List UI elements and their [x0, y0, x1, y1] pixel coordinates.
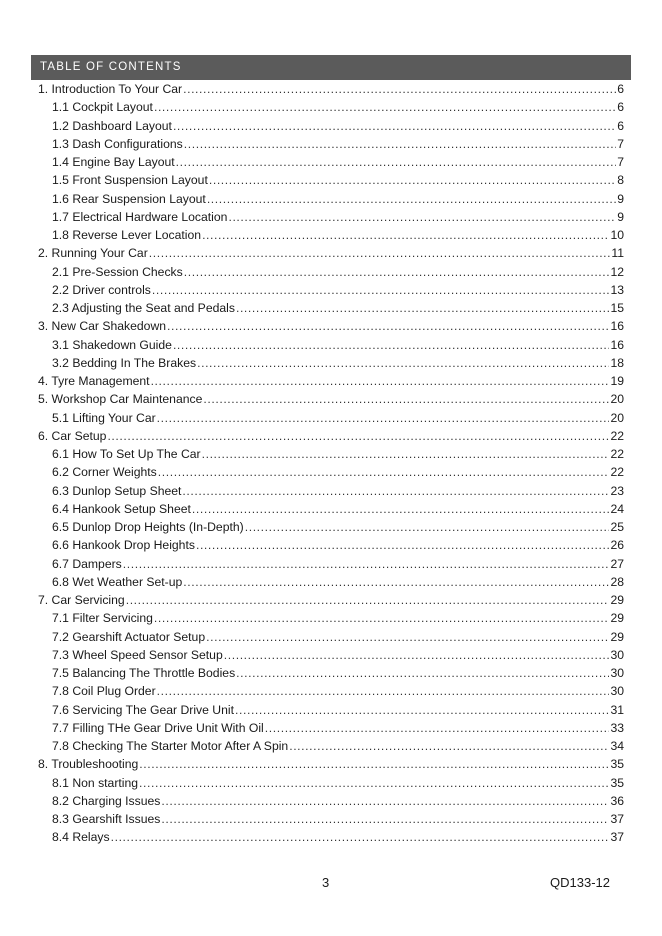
toc-entry[interactable]	[38, 226, 624, 244]
toc-entry-page: 27	[610, 556, 624, 571]
toc-dot-leader	[157, 409, 610, 427]
toc-entry-page: 9	[617, 191, 624, 206]
toc-entry-title: 8.3 Gearshift Issues	[52, 812, 161, 826]
toc-entry-title: 8.1 Non starting	[52, 775, 139, 790]
toc-entry-page: 37	[610, 812, 624, 826]
toc-entry-page: 18	[610, 355, 624, 370]
toc-entry[interactable]	[38, 573, 624, 591]
toc-entry-title: 6. Car Setup	[38, 428, 107, 443]
toc-dot-leader	[139, 774, 609, 792]
toc-entry-title: 1. Introduction To Your Car	[38, 82, 183, 96]
toc-dot-leader	[289, 737, 609, 755]
toc-entry[interactable]	[38, 518, 624, 536]
toc-dot-leader	[149, 244, 611, 262]
toc-entry[interactable]	[38, 482, 624, 500]
toc-entry-title: 2.3 Adjusting the Seat and Pedals	[52, 301, 235, 315]
toc-entry[interactable]	[38, 591, 624, 609]
toc-entry-page: 30	[610, 647, 624, 662]
toc-entry-title: 2.2 Driver controls	[52, 282, 151, 297]
toc-entry-page: 23	[610, 483, 624, 498]
toc-entry-page: 20	[610, 410, 624, 425]
toc-dot-leader	[202, 226, 609, 244]
toc-entry-page: 33	[610, 720, 624, 735]
toc-dot-leader	[139, 755, 609, 773]
toc-entry[interactable]	[38, 317, 624, 335]
toc-entry-title: 7.3 Wheel Speed Sensor Setup	[52, 647, 223, 662]
toc-entry[interactable]	[38, 536, 624, 554]
toc-entry[interactable]	[38, 190, 624, 208]
toc-entry[interactable]	[38, 445, 624, 463]
toc-entry[interactable]	[38, 646, 624, 664]
toc-entry[interactable]	[38, 244, 624, 262]
toc-entry-title: 1.6 Rear Suspension Layout	[52, 191, 206, 206]
toc-entry-page: 9	[617, 209, 624, 224]
toc-entry[interactable]	[38, 372, 624, 390]
toc-entry[interactable]	[38, 737, 624, 755]
toc-entry-page: 29	[610, 611, 624, 626]
toc-entry-title: 7.1 Filter Servicing	[52, 611, 153, 626]
toc-dot-leader	[224, 646, 610, 664]
footer-page-number: 3	[322, 875, 330, 890]
toc-dot-leader	[167, 317, 609, 335]
toc-entry-page: 16	[610, 319, 624, 334]
toc-dot-leader	[123, 555, 610, 573]
toc-list	[38, 80, 624, 847]
toc-entry-title: 7.8 Checking The Starter Motor After A Spin	[52, 739, 289, 753]
toc-entry-title: 6.6 Hankook Drop Heights	[52, 538, 195, 553]
toc-dot-leader	[107, 427, 609, 445]
toc-dot-leader	[196, 536, 609, 554]
toc-dot-leader	[158, 463, 610, 481]
toc-dot-leader	[183, 573, 609, 591]
toc-entry-page: 34	[610, 739, 624, 753]
toc-entry-title: 4. Tyre Management	[38, 374, 150, 388]
toc-entry-title: 2.1 Pre-Session Checks	[52, 264, 183, 279]
toc-entry[interactable]	[38, 628, 624, 646]
toc-entry-page: 29	[610, 593, 624, 607]
toc-entry-title: 1.1 Cockpit Layout	[52, 100, 153, 115]
toc-entry-title: 1.4 Engine Bay Layout	[52, 155, 175, 169]
toc-entry-page: 30	[610, 666, 624, 680]
toc-entry-title: 6.4 Hankook Setup Sheet	[52, 501, 191, 516]
toc-entry-title: 7. Car Servicing	[38, 593, 125, 607]
toc-entry-page: 12	[610, 264, 624, 279]
toc-dot-leader	[228, 208, 616, 226]
toc-dot-leader	[182, 482, 609, 500]
toc-entry-page: 15	[610, 301, 624, 315]
toc-entry[interactable]	[38, 828, 624, 846]
toc-dot-leader	[192, 500, 610, 518]
toc-entry[interactable]	[38, 354, 624, 372]
toc-dot-leader	[173, 336, 610, 354]
toc-entry-title: 8.2 Charging Issues	[52, 793, 161, 808]
toc-header	[31, 55, 631, 80]
toc-entry-page: 30	[610, 684, 624, 699]
toc-entry-title: 5.1 Lifting Your Car	[52, 410, 156, 425]
toc-dot-leader	[126, 591, 610, 609]
toc-entry-title: 7.2 Gearshift Actuator Setup	[52, 629, 206, 644]
toc-entry-page: 7	[617, 155, 624, 169]
toc-dot-leader	[203, 390, 609, 408]
toc-entry-page: 22	[610, 465, 624, 480]
toc-dot-leader	[209, 171, 616, 189]
toc-entry[interactable]	[38, 463, 624, 481]
toc-dot-leader	[161, 810, 609, 828]
toc-entry-page: 8	[617, 173, 624, 188]
toc-entry[interactable]	[38, 336, 624, 354]
toc-entry[interactable]	[38, 609, 624, 627]
toc-entry-page: 22	[610, 428, 624, 443]
toc-entry-title: 8.4 Relays	[52, 830, 110, 845]
toc-dot-leader	[245, 518, 610, 536]
toc-dot-leader	[184, 263, 610, 281]
toc-entry-page: 22	[610, 447, 624, 461]
footer-doc-code: QD133-12	[550, 875, 610, 890]
toc-entry-page: 13	[610, 282, 624, 297]
toc-dot-leader	[157, 682, 610, 700]
toc-entry-page: 29	[610, 629, 624, 644]
toc-dot-leader	[111, 828, 610, 846]
toc-dot-leader	[202, 445, 610, 463]
toc-entry-page: 10	[610, 228, 624, 242]
toc-entry[interactable]	[38, 299, 624, 317]
toc-dot-leader	[265, 719, 610, 737]
toc-entry[interactable]	[38, 281, 624, 299]
toc-entry-page: 6	[617, 118, 624, 133]
toc-entry-title: 1.3 Dash Configurations	[52, 136, 183, 151]
toc-entry-page: 25	[610, 520, 624, 534]
toc-dot-leader	[151, 372, 610, 390]
toc-header-title: TABLE OF CONTENTS	[40, 61, 182, 73]
toc-dot-leader	[173, 117, 616, 135]
toc-entry[interactable]	[38, 755, 624, 773]
toc-entry-page: 28	[610, 574, 624, 589]
toc-dot-leader	[207, 190, 616, 208]
toc-entry[interactable]	[38, 409, 624, 427]
toc-entry[interactable]	[38, 117, 624, 135]
toc-dot-leader	[154, 98, 616, 116]
toc-entry-page: 11	[611, 246, 624, 261]
toc-entry-title: 1.7 Electrical Hardware Location	[52, 209, 228, 224]
toc-dot-leader	[197, 354, 609, 372]
toc-entry[interactable]	[38, 774, 624, 792]
toc-entry-title: 3.1 Shakedown Guide	[52, 337, 172, 352]
toc-entry-page: 20	[610, 392, 624, 407]
toc-entry[interactable]	[38, 153, 624, 171]
toc-entry[interactable]	[38, 80, 624, 98]
toc-dot-leader	[161, 792, 609, 810]
toc-entry-title: 7.7 Filling THe Gear Drive Unit With Oil	[52, 720, 264, 735]
toc-entry-page: 36	[610, 793, 624, 808]
toc-entry[interactable]	[38, 792, 624, 810]
toc-dot-leader	[236, 664, 609, 682]
toc-entry-page: 35	[610, 757, 624, 772]
toc-dot-leader	[206, 628, 609, 646]
toc-entry[interactable]	[38, 171, 624, 189]
toc-entry-page: 35	[610, 775, 624, 790]
toc-entry[interactable]	[38, 719, 624, 737]
toc-entry[interactable]	[38, 98, 624, 116]
toc-entry-title: 1.5 Front Suspension Layout	[52, 173, 208, 188]
toc-entry[interactable]	[38, 500, 624, 518]
toc-dot-leader	[184, 135, 616, 153]
toc-entry-page: 6	[617, 100, 624, 115]
toc-entry-page: 26	[610, 538, 624, 553]
toc-entry-page: 19	[610, 374, 624, 388]
toc-entry-title: 2. Running Your Car	[38, 246, 148, 261]
toc-entry-title: 5. Workshop Car Maintenance	[38, 392, 203, 407]
toc-entry[interactable]	[38, 810, 624, 828]
toc-entry-title: 3.2 Bedding In The Brakes	[52, 355, 197, 370]
toc-entry-title: 6.5 Dunlop Drop Heights (In-Depth)	[52, 520, 244, 534]
toc-entry-page: 7	[617, 136, 624, 151]
toc-entry-page: 37	[610, 830, 624, 845]
toc-entry-title: 6.7 Dampers	[52, 556, 122, 571]
toc-entry-title: 7.5 Balancing The Throttle Bodies	[52, 666, 236, 680]
toc-dot-leader	[154, 609, 610, 627]
toc-entry[interactable]	[38, 701, 624, 719]
toc-entry-page: 6	[617, 82, 624, 96]
toc-dot-leader	[235, 701, 609, 719]
toc-entry[interactable]	[38, 555, 624, 573]
toc-entry[interactable]	[38, 263, 624, 281]
toc-dot-leader	[152, 281, 610, 299]
toc-entry-page: 16	[610, 337, 624, 352]
toc-entry[interactable]	[38, 682, 624, 700]
toc-entry-title: 7.8 Coil Plug Order	[52, 684, 156, 699]
toc-dot-leader	[236, 299, 609, 317]
toc-entry[interactable]	[38, 664, 624, 682]
toc-dot-leader	[183, 80, 616, 98]
toc-entry-title: 8. Troubleshooting	[38, 757, 139, 772]
toc-dot-leader	[176, 153, 617, 171]
toc-entry-title: 6.3 Dunlop Setup Sheet	[52, 483, 182, 498]
toc-entry[interactable]	[38, 135, 624, 153]
toc-entry-title: 6.8 Wet Weather Set-up	[52, 574, 183, 589]
toc-entry-title: 7.6 Servicing The Gear Drive Unit	[52, 702, 234, 717]
toc-entry-title: 1.2 Dashboard Layout	[52, 118, 172, 133]
toc-entry-title: 3. New Car Shakedown	[38, 319, 167, 334]
toc-entry-page: 24	[610, 501, 624, 516]
toc-entry-title: 6.1 How To Set Up The Car	[52, 447, 201, 461]
toc-entry[interactable]	[38, 208, 624, 226]
toc-entry-page: 31	[610, 702, 624, 717]
toc-entry-title: 6.2 Corner Weights	[52, 465, 157, 480]
toc-entry[interactable]	[38, 390, 624, 408]
toc-entry-title: 1.8 Reverse Lever Location	[52, 228, 202, 242]
toc-entry[interactable]	[38, 427, 624, 445]
